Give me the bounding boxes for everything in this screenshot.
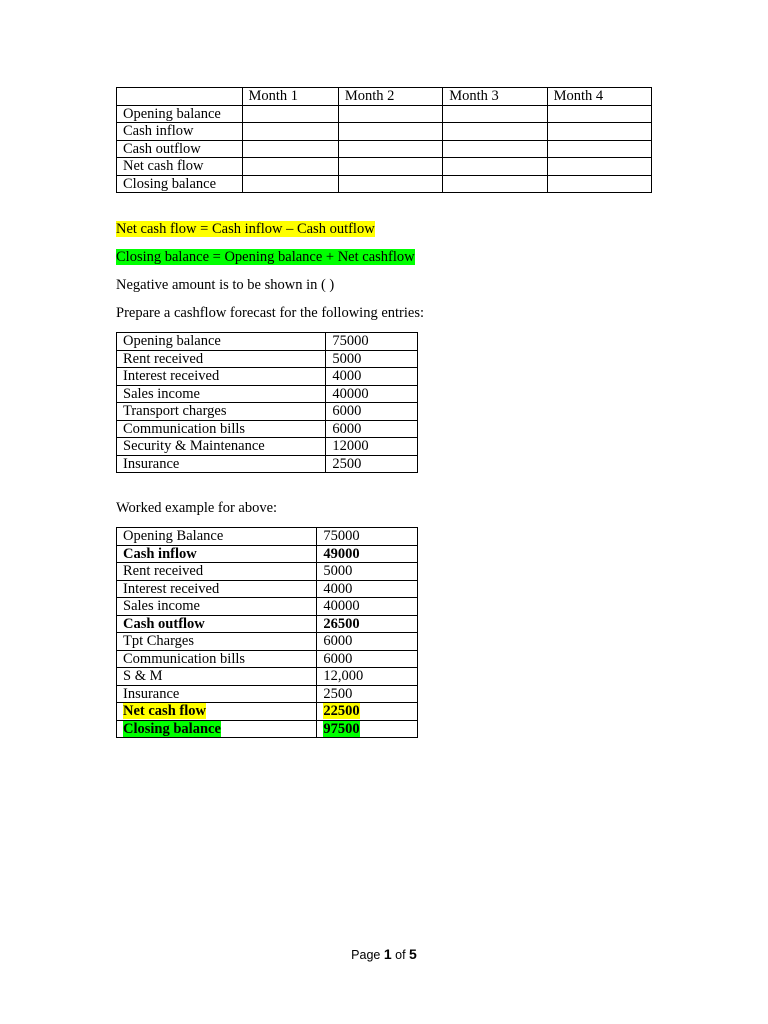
grid-row-label: Net cash flow bbox=[117, 158, 243, 176]
grid-empty-cell bbox=[338, 158, 442, 176]
grid-empty-cell bbox=[242, 140, 338, 158]
of-label: of bbox=[395, 948, 406, 962]
worked-value-cell bbox=[317, 598, 418, 616]
worked-label-cell bbox=[117, 703, 317, 721]
grid-empty-cell bbox=[443, 140, 547, 158]
grid-empty-cell bbox=[338, 123, 442, 141]
grid-empty-cell bbox=[547, 158, 651, 176]
grid-empty-cell bbox=[547, 140, 651, 158]
grid-empty-cell bbox=[242, 105, 338, 123]
worked-label: Insurance bbox=[123, 685, 180, 702]
worked-label-cell bbox=[117, 615, 317, 633]
worked-value: 40000 bbox=[323, 598, 360, 615]
month-header-cell: Month 3 bbox=[443, 88, 547, 106]
worked-value: 12,000 bbox=[323, 668, 364, 685]
entry-row bbox=[117, 350, 418, 368]
entry-value: 40000 bbox=[326, 385, 418, 403]
grid-empty-cell bbox=[547, 123, 651, 141]
forecast-grid-table bbox=[116, 87, 652, 193]
worked-row bbox=[117, 545, 418, 563]
grid-row-label: Cash inflow bbox=[117, 123, 243, 141]
grid-row bbox=[117, 105, 652, 123]
entry-value: 5000 bbox=[326, 350, 418, 368]
worked-label: S & M bbox=[123, 668, 163, 685]
grid-row bbox=[117, 175, 652, 193]
grid-empty-cell bbox=[242, 158, 338, 176]
grid-empty-cell bbox=[242, 123, 338, 141]
worked-label-cell bbox=[117, 650, 317, 668]
entry-value: 75000 bbox=[326, 333, 418, 351]
worked-label-cell bbox=[117, 580, 317, 598]
month-header-cell: Month 2 bbox=[338, 88, 442, 106]
entry-label: Communication bills bbox=[117, 420, 326, 438]
worked-value-cell bbox=[317, 633, 418, 651]
entry-label: Security & Maintenance bbox=[117, 438, 326, 456]
worked-value-cell bbox=[317, 563, 418, 581]
worked-row bbox=[117, 615, 418, 633]
entry-value: 6000 bbox=[326, 420, 418, 438]
worked-value-cell bbox=[317, 615, 418, 633]
worked-value-cell bbox=[317, 650, 418, 668]
worked-label: Net cash flow bbox=[123, 703, 206, 720]
worked-value: 5000 bbox=[323, 563, 353, 580]
entry-row bbox=[117, 333, 418, 351]
worked-row bbox=[117, 668, 418, 686]
grid-row bbox=[117, 123, 652, 141]
grid-empty-cell bbox=[547, 105, 651, 123]
grid-row bbox=[117, 158, 652, 176]
worked-label-cell bbox=[117, 633, 317, 651]
grid-row bbox=[117, 140, 652, 158]
worked-value-cell bbox=[317, 545, 418, 563]
worked-row bbox=[117, 685, 418, 703]
worked-row bbox=[117, 598, 418, 616]
worked-value-cell bbox=[317, 720, 418, 738]
worked-row bbox=[117, 580, 418, 598]
worked-value: 26500 bbox=[323, 615, 360, 632]
worked-label-cell bbox=[117, 720, 317, 738]
worked-label: Tpt Charges bbox=[123, 633, 195, 650]
entries-table bbox=[116, 332, 418, 473]
worked-value: 22500 bbox=[323, 703, 360, 720]
worked-label: Sales income bbox=[123, 598, 200, 615]
grid-empty-cell bbox=[338, 175, 442, 193]
month-header-cell: Month 4 bbox=[547, 88, 651, 106]
page-footer bbox=[0, 946, 768, 962]
worked-value-cell bbox=[317, 528, 418, 546]
entry-row bbox=[117, 455, 418, 473]
worked-example-table bbox=[116, 527, 418, 738]
total-pages-number: 5 bbox=[409, 946, 417, 962]
worked-value: 2500 bbox=[323, 685, 353, 702]
worked-example-heading: Worked example for above: bbox=[116, 500, 278, 516]
worked-value: 97500 bbox=[323, 720, 360, 737]
entry-label: Opening balance bbox=[117, 333, 326, 351]
entry-value: 2500 bbox=[326, 455, 418, 473]
month-header-cell: Month 1 bbox=[242, 88, 338, 106]
page-label: Page bbox=[351, 948, 381, 962]
worked-label-cell bbox=[117, 563, 317, 581]
grid-header-row bbox=[117, 88, 652, 106]
net-cash-flow-formula: Net cash flow = Cash inflow – Cash outflow bbox=[116, 221, 375, 237]
worked-value-cell bbox=[317, 668, 418, 686]
grid-empty-cell bbox=[338, 105, 442, 123]
prepare-instruction: Prepare a cashflow forecast for the following entries: bbox=[116, 305, 425, 321]
worked-value-cell bbox=[317, 685, 418, 703]
worked-label: Closing balance bbox=[123, 720, 221, 737]
grid-empty-cell bbox=[443, 123, 547, 141]
worked-row bbox=[117, 703, 418, 721]
entry-row bbox=[117, 368, 418, 386]
worked-label: Interest received bbox=[123, 580, 220, 597]
entry-row bbox=[117, 385, 418, 403]
worked-value: 75000 bbox=[323, 528, 360, 545]
negative-amount-note: Negative amount is to be shown in ( ) bbox=[116, 277, 335, 293]
worked-row bbox=[117, 563, 418, 581]
entry-row bbox=[117, 403, 418, 421]
entry-value: 4000 bbox=[326, 368, 418, 386]
worked-label-cell bbox=[117, 598, 317, 616]
entry-label: Rent received bbox=[117, 350, 326, 368]
entry-label: Transport charges bbox=[117, 403, 326, 421]
current-page-number: 1 bbox=[383, 946, 392, 962]
entry-value: 12000 bbox=[326, 438, 418, 456]
worked-value-cell bbox=[317, 703, 418, 721]
worked-value-cell bbox=[317, 580, 418, 598]
entry-row bbox=[117, 438, 418, 456]
grid-corner-cell bbox=[117, 88, 243, 106]
grid-empty-cell bbox=[443, 105, 547, 123]
worked-label-cell bbox=[117, 528, 317, 546]
worked-label-cell bbox=[117, 545, 317, 563]
worked-value: 49000 bbox=[323, 545, 360, 562]
grid-empty-cell bbox=[547, 175, 651, 193]
worked-label: Cash inflow bbox=[123, 545, 197, 562]
worked-row bbox=[117, 633, 418, 651]
grid-empty-cell bbox=[242, 175, 338, 193]
grid-empty-cell bbox=[338, 140, 442, 158]
grid-empty-cell bbox=[443, 158, 547, 176]
worked-row bbox=[117, 650, 418, 668]
entry-label: Sales income bbox=[117, 385, 326, 403]
worked-label-cell bbox=[117, 685, 317, 703]
entry-label: Insurance bbox=[117, 455, 326, 473]
entry-value: 6000 bbox=[326, 403, 418, 421]
worked-value: 6000 bbox=[323, 650, 353, 667]
worked-label: Rent received bbox=[123, 563, 204, 580]
entry-row bbox=[117, 420, 418, 438]
grid-row-label: Opening balance bbox=[117, 105, 243, 123]
worked-row bbox=[117, 528, 418, 546]
grid-row-label: Closing balance bbox=[117, 175, 243, 193]
grid-empty-cell bbox=[443, 175, 547, 193]
entry-label: Interest received bbox=[117, 368, 326, 386]
worked-label: Cash outflow bbox=[123, 615, 205, 632]
worked-value: 4000 bbox=[323, 580, 353, 597]
worked-label-cell bbox=[117, 668, 317, 686]
worked-value: 6000 bbox=[323, 633, 353, 650]
worked-label: Opening Balance bbox=[123, 528, 224, 545]
worked-row bbox=[117, 720, 418, 738]
grid-row-label: Cash outflow bbox=[117, 140, 243, 158]
closing-balance-formula: Closing balance = Opening balance + Net cashflow bbox=[116, 249, 415, 265]
worked-label: Communication bills bbox=[123, 650, 246, 667]
